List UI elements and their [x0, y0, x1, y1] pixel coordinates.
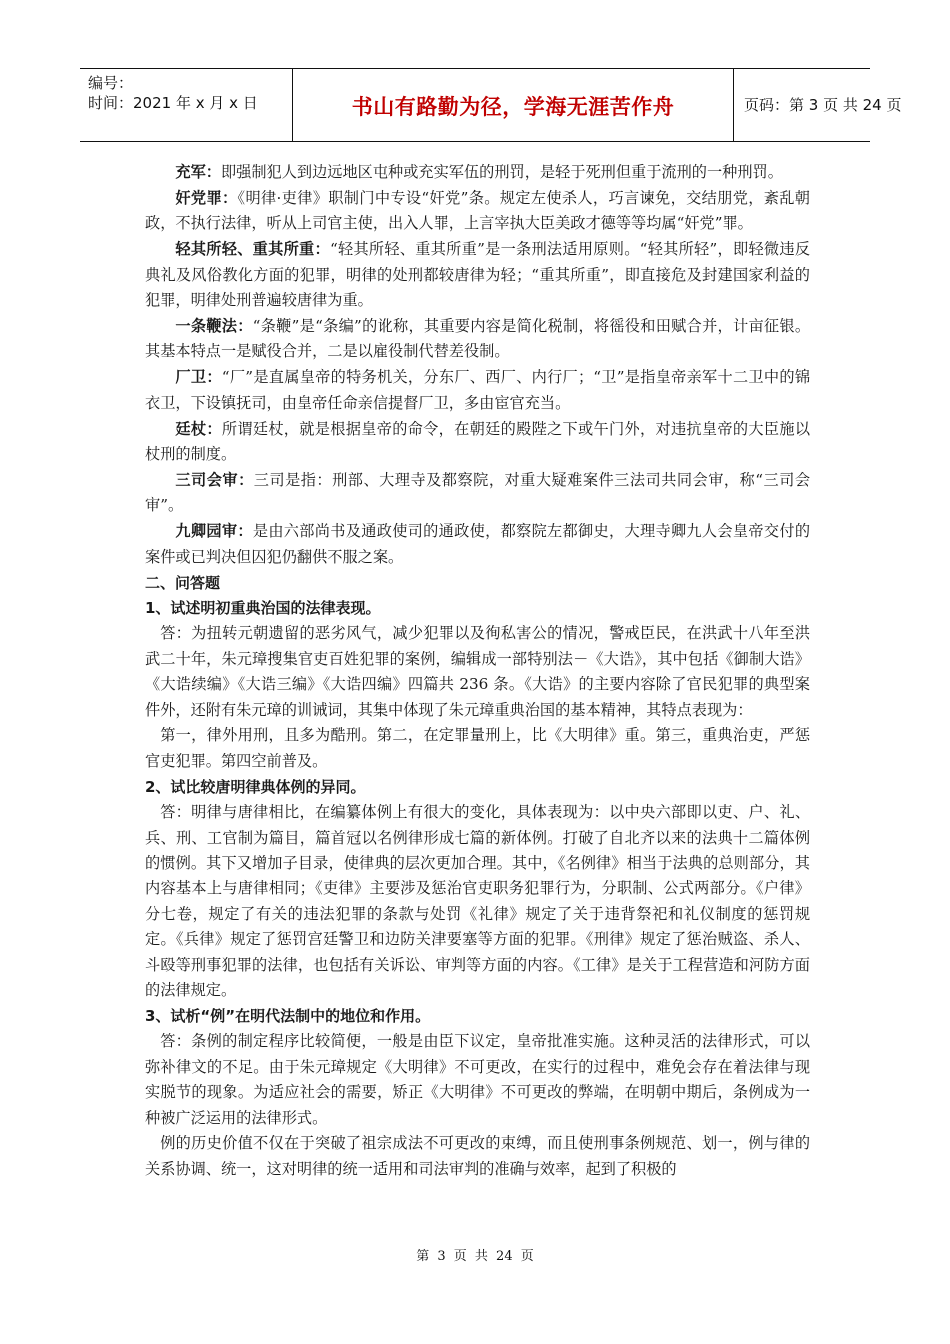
answer-paragraph: 答：明律与唐律相比，在编纂体例上有很大的变化，具体表现为：以中央六部即以吏、户、礼、兵、刑、工官制为篇目，篇首冠以名例律形成七篇的新体例。打破了自北齐以来的法典十二篇体例的惯例。其下又增加子目录，使律典的层次更加合理。其中，《名例律》相当于法典的总则部分，其内容基本上与唐律相同；《吏律》主要涉及惩治官吏职务犯罪行为，分职制、公式两部分。《户律》分七卷，规定了有关的违法犯罪的条款与处罚《礼律》规定了关于违背祭祀和礼仪制度的惩罚规定。《兵律》规定了惩罚宫廷警卫和边防关津要塞等方面的犯罪。《刑律》规定了惩治贼盗、杀人、斗殴等刑事犯罪的法律，也包括有关诉讼、审判等方面的内容。《工律》是关于工程营造和河防方面的法律规定。 — [145, 803, 810, 999]
document-body — [145, 160, 810, 1183]
term-paragraph — [145, 365, 810, 416]
header-motto-box — [292, 69, 734, 141]
term-title: 三司会审： — [175, 470, 254, 489]
term-text: 三司是指：刑部、大理寺及都察院，对重大疑难案件三法司共同会审，称“三司会审”。 — [145, 470, 811, 515]
term-text: 是由六部尚书及通政使司的通政使，都察院左都御史，大理寺卿九人会皇帝交付的案件或已判决但囚犯仍翻供不服之案。 — [145, 522, 811, 566]
term-title: 奸党罪： — [175, 188, 238, 207]
term-title: 充军： — [175, 163, 221, 181]
term-text: “厂”是直属皇帝的特务机关，分东厂、西厂、内行厂；“卫”是指皇帝亲军十二卫中的锦衣卫，下设镇抚司，由皇帝任命亲信提督厂卫，多由宦官充当。 — [145, 368, 811, 412]
term-title: 厂卫： — [175, 368, 222, 387]
term-paragraph — [145, 519, 810, 570]
page-footer: 第 3 页 共 24 页 — [416, 1249, 534, 1264]
term-text: 《明律·吏律》职制门中专设“奸党”条。规定左使杀人，巧言谏免，交结朋党，紊乱朝政，不执行法律，听从上司官主使，出入人罪，上言宰执大臣美政才德等等均属“奸党”罪。 — [145, 188, 810, 233]
answer-paragraph: 答：为扭转元朝遗留的恶劣风气，减少犯罪以及徇私害公的情况，警戒臣民，在洪武十八年至洪武二十年，朱元璋搜集官吏百姓犯罪的案例，编辑成一部特别法－《大诰》，其中包括《御制大诰》《大诰续编》《大诰三编》《大诰四编》四篇共 236 条。《大诰》的主要内容除了官民犯罪的典型案件外，还附有朱元璋的训诫词，其集中体现了朱元璋重典治国的基本精神，其特点表现为： — [145, 624, 810, 719]
question-title: 2、试比较唐明律典体例的异同。 — [145, 777, 366, 796]
answer-paragraph: 第一，律外用刑，且多为酷刑。第二，在定罪量刑上，比《大明律》重。第三，重典治吏，严惩官吏犯罪。第四空前普及。 — [145, 726, 810, 770]
question-title: 3、试析“例”在明代法制中的地位和作用。 — [145, 1006, 431, 1025]
answer-paragraph: 答：条例的制定程序比较简便，一般是由臣下议定，皇帝批准实施。这种灵活的法律形式，可以弥补律文的不足。由于朱元璋规定《大明律》不可更改，在实行的过程中，难免会存在着法律与现实脱节的现象。为适应社会的需要，矫正《大明律》不可更改的弊端，在明朝中期后，条例成为一种被广泛运用的法律形式。 — [145, 1032, 810, 1127]
term-paragraph — [145, 417, 810, 468]
doc-date: 时间：2021 年 x 月 x 日 — [88, 94, 258, 112]
term-title: 九卿园审： — [175, 522, 253, 541]
term-paragraph — [145, 314, 810, 365]
header-page-number: 页码：第 3 页 共 24 页 — [744, 96, 902, 114]
term-text: 所谓廷杖，就是根据皇帝的命令，在朝廷的殿陛之下或午门外，对违抗皇帝的大臣施以杖刑的制度。 — [145, 419, 811, 463]
answer-paragraph: 例的历史价值不仅在于突破了祖宗成法不可更改的束缚，而且使刑事条例规范、划一，例与律的关系协调、统一，这对明律的统一适用和司法审判的准确与效率，起到了积极的 — [145, 1134, 810, 1178]
term-paragraph — [145, 237, 810, 313]
section-heading: 二、问答题 — [145, 573, 221, 592]
doc-number-label: 编号： — [88, 74, 134, 92]
header-motto: 书山有路勤为径，学海无涯苦作舟 — [351, 95, 675, 119]
page-header — [80, 68, 902, 142]
term-title: 廷杖： — [175, 419, 222, 438]
term-paragraph — [145, 160, 810, 185]
header-meta — [88, 73, 258, 113]
term-text: “条鞭”是“条编”的讹称，其重要内容是简化税制，将徭役和田赋合并，计亩征银。其基本特点一是赋役合并，二是以雇役制代替差役制。 — [145, 316, 811, 361]
term-text: “轻其所轻、重其所重”是一条刑法适用原则。“轻其所轻”，即轻微违反典礼及风俗教化方面的犯罪，明律的处刑都较唐律为轻；“重其所重”，即直接危及封建国家利益的犯罪，明律处刑普遍较唐律为重。 — [145, 240, 811, 310]
term-title: 轻其所轻、重其所重： — [175, 240, 330, 259]
term-title: 一条鞭法： — [175, 316, 253, 335]
term-text: 即强制犯人到边远地区屯种或充实军伍的刑罚，是轻于死刑但重于流刑的一种刑罚。 — [220, 163, 783, 181]
term-paragraph — [145, 186, 810, 237]
term-paragraph — [145, 468, 810, 519]
question-title: 1、试述明初重典治国的法律表现。 — [145, 598, 381, 617]
